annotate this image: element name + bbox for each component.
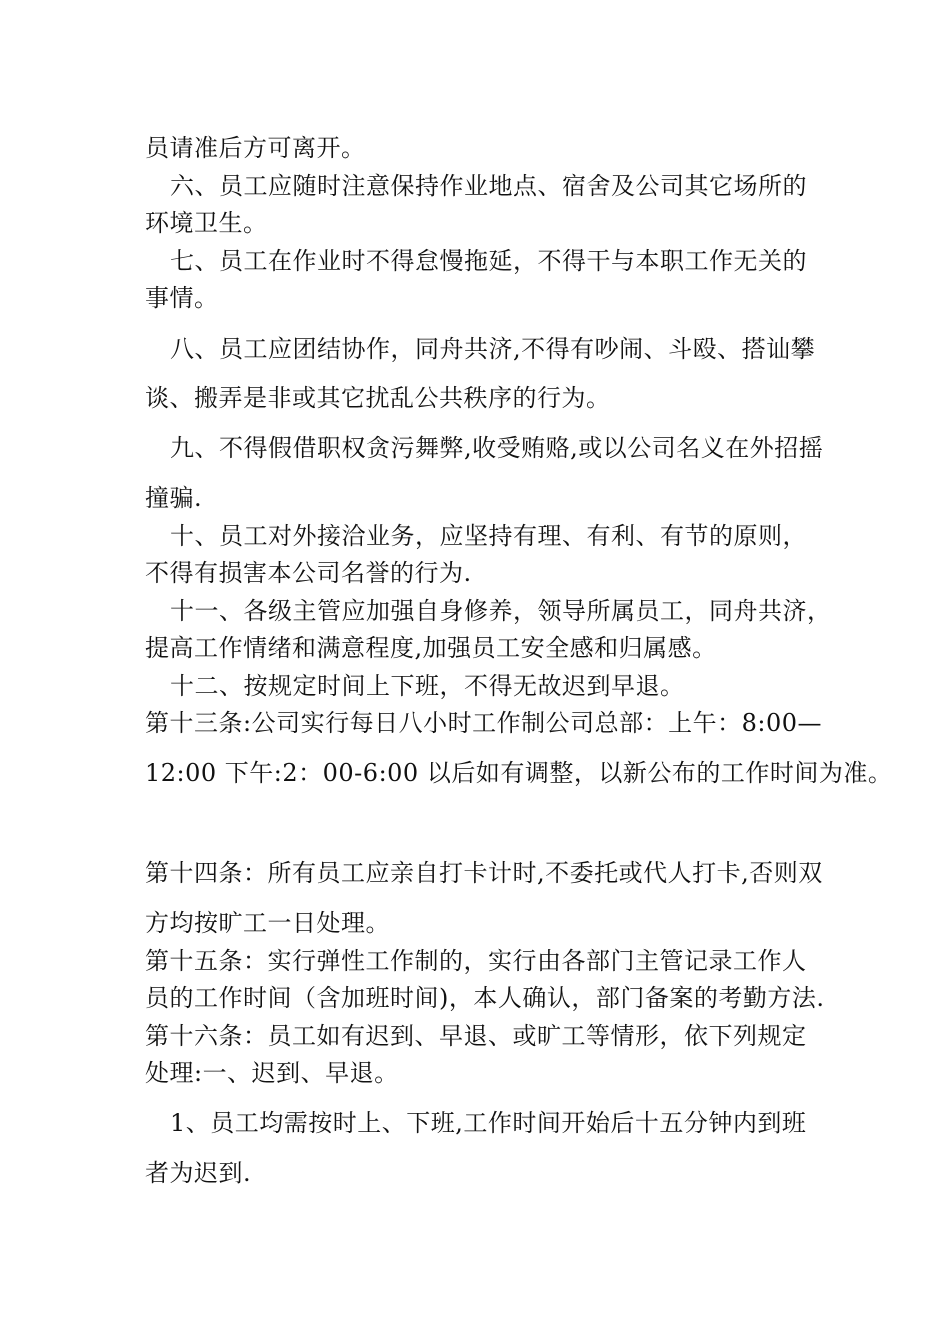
text-line: 者为迟到. bbox=[145, 1159, 252, 1187]
text-line: 提高工作情绪和满意程度,加强员工安全感和归属感。 bbox=[145, 634, 717, 662]
text-line: 1、员工均需按时上、下班,工作时间开始后十五分钟内到班 bbox=[170, 1109, 807, 1137]
text-line: 第十四条：所有员工应亲自打卡计时,不委托或代人打卡,否则双 bbox=[145, 859, 823, 887]
text-line: 第十三条:公司实行每日八小时工作制公司总部：上午：8:00— bbox=[145, 709, 822, 737]
text-line: 事情。 bbox=[145, 284, 219, 312]
text-line: 12:00 下午:2：00-6:00 以后如有调整，以新公布的工作时间为准。 bbox=[145, 759, 893, 787]
text-line: 第十六条：员工如有迟到、早退、或旷工等情形，依下列规定 bbox=[145, 1022, 807, 1050]
text-line: 第十五条：实行弹性工作制的，实行由各部门主管记录工作人 bbox=[145, 947, 807, 975]
text-line: 员的工作时间（含加班时间)，本人确认，部门备案的考勤方法. bbox=[145, 984, 825, 1012]
text-line: 谈、搬弄是非或其它扰乱公共秩序的行为。 bbox=[145, 384, 611, 412]
text-line: 十、员工对外接洽业务，应坚持有理、有利、有节的原则， bbox=[170, 522, 807, 550]
text-line: 环境卫生。 bbox=[145, 209, 268, 237]
text-line: 七、员工在作业时不得怠慢拖延，不得干与本职工作无关的 bbox=[170, 247, 807, 275]
text-line: 员请准后方可离开。 bbox=[145, 134, 366, 162]
text-line: 撞骗. bbox=[145, 484, 203, 512]
text-line: 八、员工应团结协作，同舟共济,不得有吵闹、斗殴、搭讪攀 bbox=[170, 335, 816, 363]
text-line: 六、员工应随时注意保持作业地点、宿舍及公司其它场所的 bbox=[170, 172, 807, 200]
text-line: 处理:一、迟到、早退。 bbox=[145, 1059, 399, 1087]
text-line: 不得有损害本公司名誉的行为. bbox=[145, 559, 472, 587]
text-line: 方均按旷工一日处理。 bbox=[145, 909, 390, 937]
text-line: 十一、各级主管应加强自身修养，领导所属员工，同舟共济， bbox=[170, 597, 832, 625]
text-line: 十二、按规定时间上下班，不得无故迟到早退。 bbox=[170, 672, 685, 700]
text-line: 九、不得假借职权贪污舞弊,收受贿赂,或以公司名义在外招摇 bbox=[170, 434, 824, 462]
